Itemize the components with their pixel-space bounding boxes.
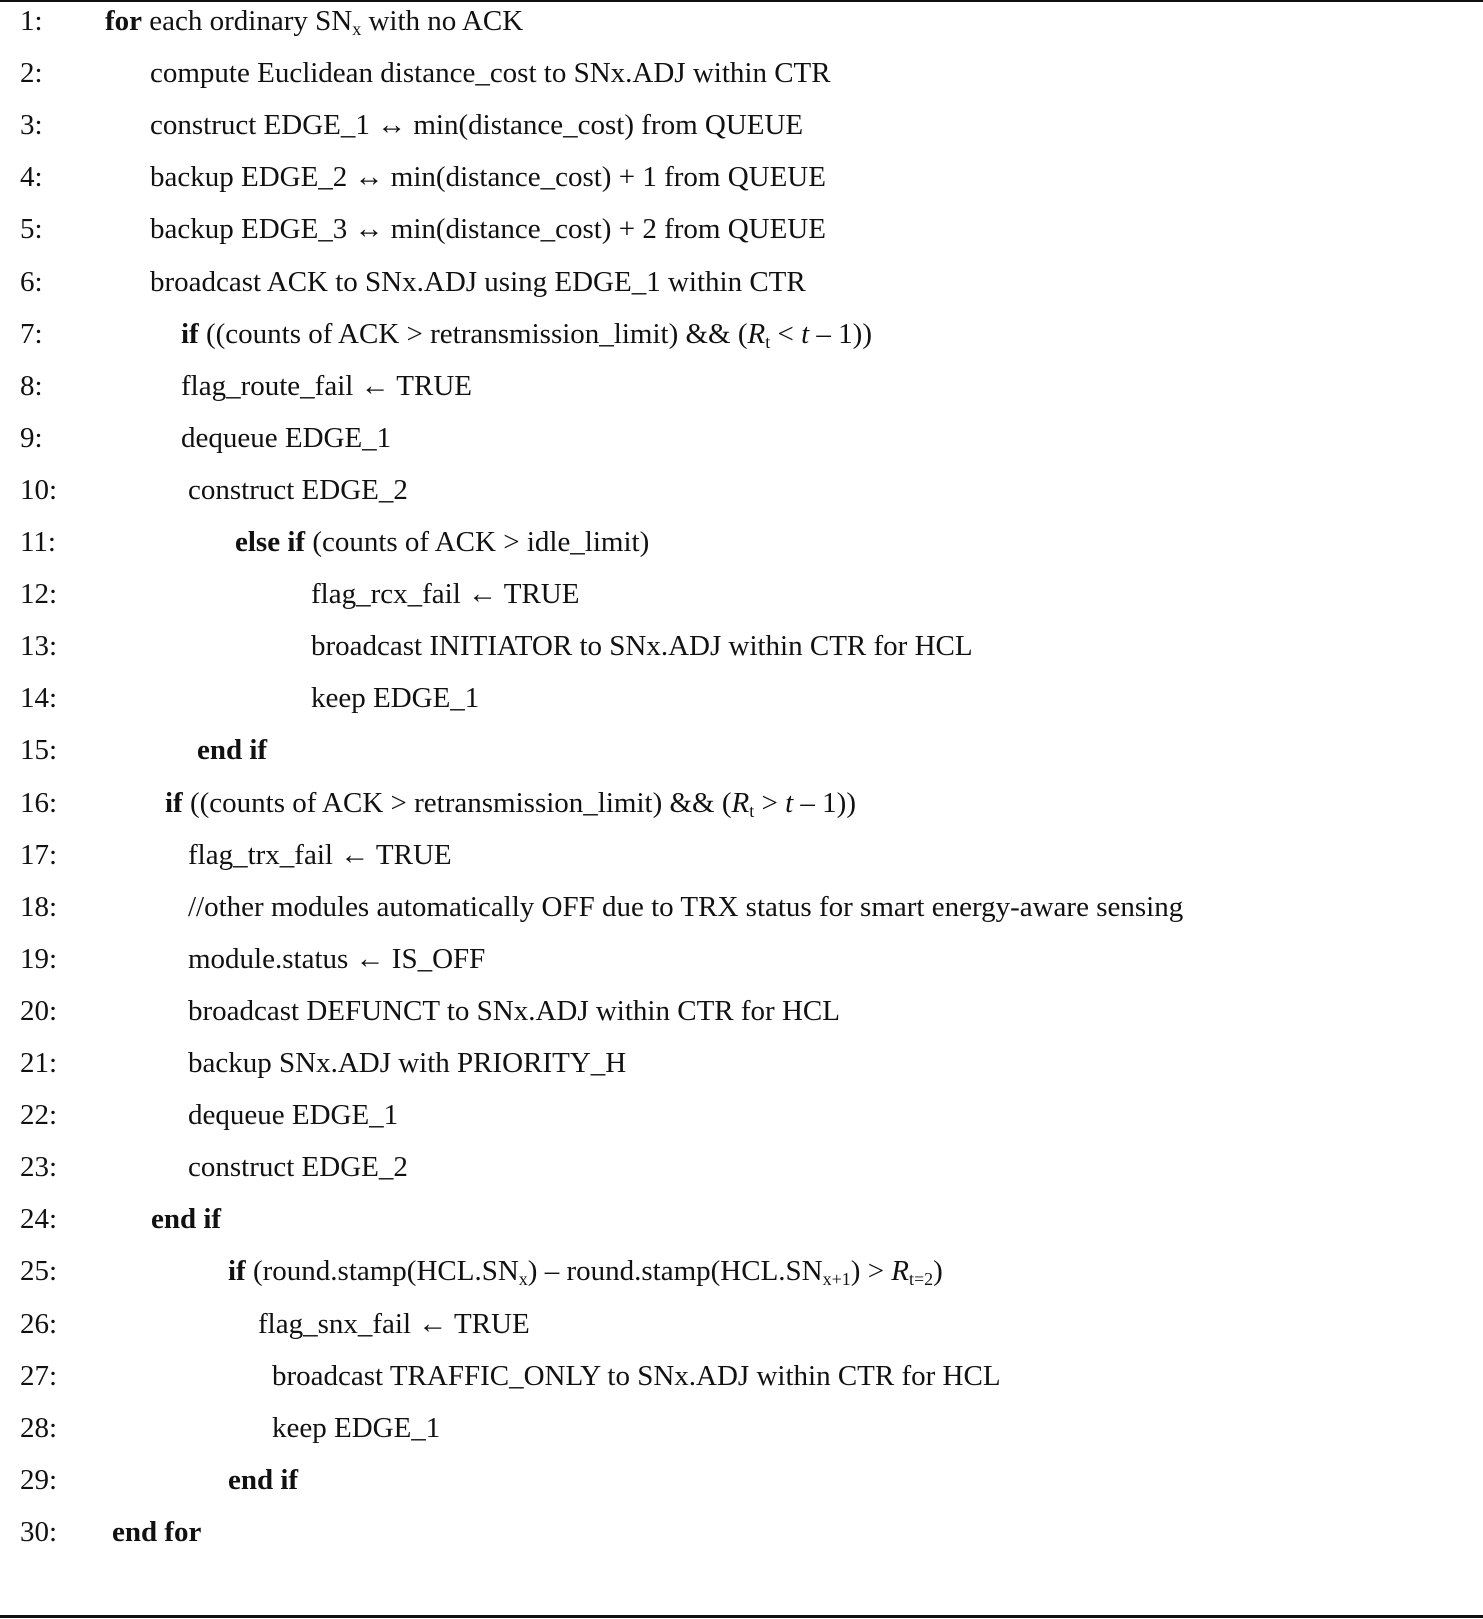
keyword: end if (228, 1463, 299, 1496)
math-variable: t (801, 317, 810, 350)
keyword: end if (151, 1203, 222, 1236)
code-text: with no ACK (361, 5, 524, 37)
line-number: 19: (20, 942, 58, 975)
line-code (150, 262, 806, 302)
line-code (188, 939, 485, 979)
algorithm-line (0, 1147, 1483, 1199)
line-code (188, 470, 408, 510)
keyword: if (165, 786, 183, 819)
line-code (188, 887, 1183, 927)
line-number: 27: (20, 1359, 58, 1392)
keyword: for (105, 5, 143, 37)
line-number: 21: (20, 1047, 58, 1079)
line-number: 23: (20, 1151, 58, 1184)
algorithm-line (0, 1460, 1483, 1512)
line-number: 16: (20, 786, 58, 819)
code-text: backup EDGE_2 ↔ min(distance_cost) + 1 from QUEUE (150, 161, 826, 194)
code-text: ) > (850, 1255, 892, 1288)
code-text: > (754, 786, 786, 819)
line-code (150, 53, 831, 93)
code-text: backup EDGE_3 ↔ min(distance_cost) + 2 from QUEUE (150, 213, 826, 246)
line-code (150, 105, 803, 145)
line-code (197, 730, 267, 770)
algorithm-line (0, 1408, 1483, 1460)
line-code (150, 157, 826, 197)
code-text: construct EDGE_2 (188, 1151, 408, 1184)
line-number: 12: (20, 578, 58, 611)
math-variable: R (891, 1255, 910, 1288)
line-code (151, 1199, 221, 1239)
subscript: t (765, 331, 771, 352)
line-code (188, 1147, 408, 1187)
line-number: 26: (20, 1307, 58, 1340)
code-text: ((counts of ACK > retransmission_limit) && ( (182, 786, 732, 819)
algorithm-line (0, 418, 1483, 470)
line-number: 7: (20, 317, 43, 350)
line-number: 15: (20, 734, 58, 767)
algorithm-line (0, 1, 1483, 53)
code-text: each ordinary SN (142, 5, 353, 37)
bottom-rule (0, 1615, 1483, 1618)
algorithm-line (0, 1356, 1483, 1408)
code-text: construct EDGE_1 ↔ min(distance_cost) from QUEUE (150, 109, 804, 142)
code-text: backup SNx.ADJ with PRIORITY_H (188, 1047, 627, 1079)
line-number: 10: (20, 473, 58, 506)
algorithm-line (0, 887, 1483, 939)
code-text: broadcast ACK to SNx.ADJ using EDGE_1 within CTR (150, 265, 806, 298)
algorithm-line (0, 53, 1483, 105)
line-number: 3: (20, 109, 43, 142)
code-text: < (770, 317, 802, 350)
algorithm-line (0, 157, 1483, 209)
keyword: end if (197, 734, 268, 767)
algorithm-line (0, 470, 1483, 522)
code-text: construct EDGE_2 (188, 473, 408, 506)
keyword: end for (112, 1515, 202, 1548)
line-code (112, 1512, 201, 1552)
algorithm-line (0, 522, 1483, 574)
code-text: (round.stamp(HCL.SN (245, 1255, 519, 1288)
line-number: 20: (20, 994, 58, 1027)
algorithm-line (0, 209, 1483, 261)
subscript: t=2 (909, 1269, 934, 1290)
line-number: 4: (20, 161, 43, 194)
algorithm-line (0, 626, 1483, 678)
code-text: keep EDGE_1 (272, 1411, 441, 1444)
line-code (258, 1304, 530, 1344)
line-code (181, 366, 472, 406)
subscript: x (352, 19, 362, 39)
line-code (188, 1043, 626, 1083)
line-code (311, 626, 973, 666)
code-text: ) – round.stamp(HCL.SN (527, 1255, 823, 1288)
line-code (181, 418, 391, 458)
code-text: (counts of ACK > idle_limit) (305, 526, 650, 558)
line-number: 5: (20, 213, 43, 246)
line-code (165, 783, 856, 823)
line-number: 17: (20, 838, 58, 871)
keyword: if (181, 317, 199, 350)
line-number: 6: (20, 265, 43, 298)
math-variable: t (785, 786, 794, 819)
algorithm-line (0, 105, 1483, 157)
code-text: flag_snx_fail ← TRUE (258, 1307, 530, 1340)
line-number: 30: (20, 1515, 58, 1548)
algorithm-line (0, 991, 1483, 1043)
subscript: t (749, 800, 755, 821)
line-number: 13: (20, 630, 58, 663)
code-text: //other modules automatically OFF due to TRX status for smart energy-aware sensing (188, 890, 1184, 923)
code-text: broadcast INITIATOR to SNx.ADJ within CTR for HCL (311, 630, 973, 663)
line-code (235, 522, 649, 562)
line-code (105, 1, 523, 41)
algorithm-line (0, 835, 1483, 887)
code-text: ((counts of ACK > retransmission_limit) && ( (198, 317, 748, 350)
code-text: broadcast DEFUNCT to SNx.ADJ within CTR for HCL (188, 994, 840, 1027)
line-code (181, 314, 872, 354)
line-code (188, 1095, 398, 1135)
line-code (228, 1460, 298, 1500)
code-text: flag_route_fail ← TRUE (181, 369, 473, 402)
line-number: 25: (20, 1255, 58, 1288)
code-text: broadcast TRAFFIC_ONLY to SNx.ADJ within CTR for HCL (272, 1359, 1001, 1392)
line-number: 9: (20, 421, 43, 454)
code-text: – 1)) (809, 317, 872, 350)
line-number: 18: (20, 890, 58, 923)
algorithm-line (0, 574, 1483, 626)
algorithm-line (0, 1304, 1483, 1356)
line-number: 1: (20, 5, 43, 37)
algorithm-line (0, 783, 1483, 835)
line-number: 14: (20, 682, 58, 715)
line-code (150, 209, 826, 249)
line-number: 8: (20, 369, 43, 402)
line-code (311, 678, 479, 718)
code-text: flag_rcx_fail ← TRUE (311, 578, 580, 611)
algorithm-line (0, 1199, 1483, 1251)
algorithm-line (0, 1043, 1483, 1095)
line-number: 22: (20, 1099, 58, 1132)
code-text: flag_trx_fail ← TRUE (188, 838, 452, 871)
algorithm-line (0, 1095, 1483, 1147)
algorithm-line (0, 366, 1483, 418)
algorithm-line (0, 678, 1483, 730)
code-text: dequeue EDGE_1 (188, 1099, 399, 1132)
code-text: keep EDGE_1 (311, 682, 480, 715)
math-variable: R (731, 786, 750, 819)
algorithm-line (0, 1512, 1483, 1564)
line-code (188, 835, 452, 875)
code-text: – 1)) (793, 786, 856, 819)
code-text: dequeue EDGE_1 (181, 421, 392, 454)
algorithm-line (0, 939, 1483, 991)
algorithm-line (0, 314, 1483, 366)
algorithm-line (0, 262, 1483, 314)
line-number: 2: (20, 57, 43, 90)
code-text: compute Euclidean distance_cost to SNx.ADJ within CTR (150, 57, 831, 90)
algorithm-line (0, 1251, 1483, 1303)
algorithm-line (0, 730, 1483, 782)
line-code (272, 1408, 440, 1448)
line-number: 11: (20, 526, 56, 558)
line-number: 24: (20, 1203, 58, 1236)
code-text: ) (933, 1255, 943, 1288)
code-text: module.status ← IS_OFF (188, 942, 486, 975)
line-code (228, 1251, 943, 1291)
line-code (272, 1356, 1001, 1396)
line-code (311, 574, 579, 614)
keyword: else if (235, 526, 306, 558)
subscript: x+1 (822, 1269, 851, 1290)
subscript: x (518, 1269, 528, 1290)
line-number: 29: (20, 1463, 58, 1496)
line-number: 28: (20, 1411, 58, 1444)
line-code (188, 991, 840, 1031)
math-variable: R (747, 317, 766, 350)
keyword: if (228, 1255, 246, 1288)
